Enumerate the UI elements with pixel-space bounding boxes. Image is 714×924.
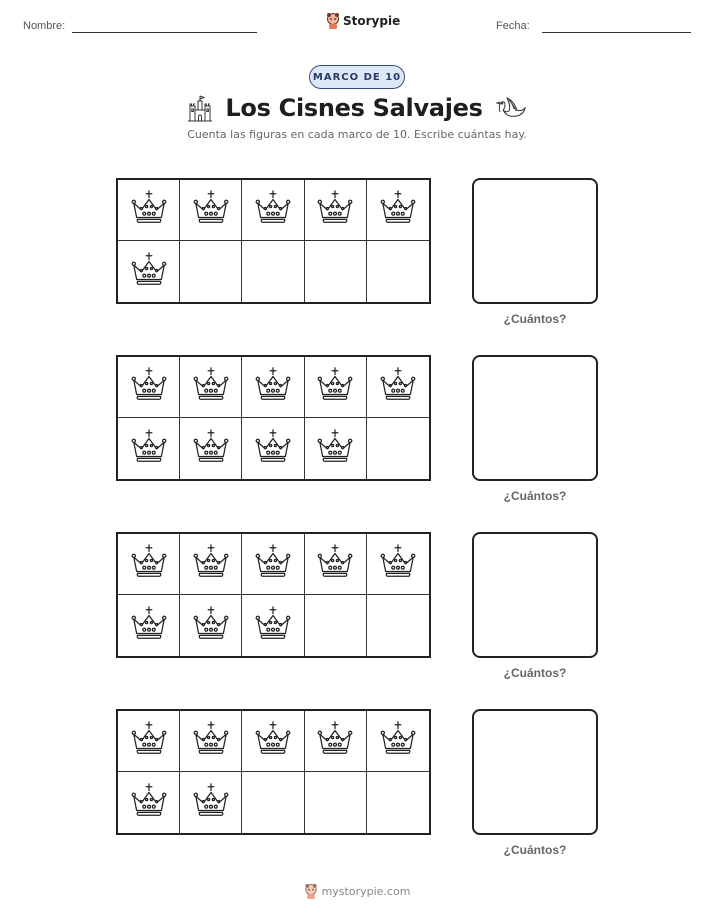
frame-cell: [305, 772, 367, 833]
swan-icon: [495, 94, 527, 122]
name-field[interactable]: [72, 32, 257, 33]
answer-label-3: ¿Cuántos?: [503, 666, 567, 680]
frame-cell: [367, 772, 429, 833]
crown-icon: [316, 366, 354, 408]
frame-cell: [367, 241, 429, 302]
instructions: Cuenta las figuras en cada marco de 10. Escribe cuántas hay.: [187, 128, 527, 141]
frame-cell: [242, 180, 304, 241]
crown-icon: [254, 605, 292, 647]
ten-frame-2: [116, 355, 431, 481]
crown-icon: [192, 543, 230, 585]
frame-cell: [305, 180, 367, 241]
crown-icon: [130, 428, 168, 470]
crown-icon: [254, 189, 292, 231]
crown-icon: [379, 366, 417, 408]
frame-cell: [118, 772, 180, 833]
answer-box-4[interactable]: [472, 709, 598, 835]
frame-cell: [180, 772, 242, 833]
crown-icon: [130, 543, 168, 585]
frame-cell: [118, 711, 180, 772]
frame-cell: [305, 595, 367, 656]
crown-icon: [130, 251, 168, 293]
frame-cell: [242, 241, 304, 302]
crown-icon: [130, 366, 168, 408]
crown-icon: [192, 189, 230, 231]
frame-cell: [180, 595, 242, 656]
frame-cell: [367, 711, 429, 772]
answer-box-2[interactable]: [472, 355, 598, 481]
crown-icon: [316, 720, 354, 762]
frame-cell: [180, 534, 242, 595]
worksheet-type-badge: MARCO DE 10: [309, 65, 405, 89]
crown-icon: [254, 428, 292, 470]
frame-cell: [305, 534, 367, 595]
frame-cell: [242, 534, 304, 595]
date-label: Fecha:: [496, 20, 530, 32]
crown-icon: [254, 543, 292, 585]
crown-icon: [254, 366, 292, 408]
crown-icon: [254, 720, 292, 762]
frame-cell: [180, 180, 242, 241]
frame-cell: [118, 418, 180, 479]
frame-cell: [180, 418, 242, 479]
frame-cell: [367, 534, 429, 595]
frame-cell: [118, 241, 180, 302]
crown-icon: [316, 428, 354, 470]
frame-cell: [367, 595, 429, 656]
brand-logo: [326, 13, 400, 29]
crown-icon: [130, 720, 168, 762]
frame-cell: [118, 595, 180, 656]
frame-cell: [118, 180, 180, 241]
crown-icon: [192, 720, 230, 762]
brand-name: Storypie: [343, 14, 401, 28]
crown-icon: [379, 720, 417, 762]
crown-icon: [316, 543, 354, 585]
crown-icon: [379, 543, 417, 585]
frame-cell: [242, 772, 304, 833]
footer-url: mystorypie.com: [321, 885, 411, 898]
frame-cell: [367, 357, 429, 418]
crown-icon: [130, 189, 168, 231]
footer: [0, 884, 714, 899]
frame-cell: [180, 357, 242, 418]
frame-cell: [305, 241, 367, 302]
crown-icon: [192, 782, 230, 824]
frame-cell: [118, 357, 180, 418]
answer-label-4: ¿Cuántos?: [503, 843, 567, 857]
frame-cell: [180, 241, 242, 302]
crown-icon: [192, 605, 230, 647]
crown-icon: [192, 366, 230, 408]
frame-cell: [242, 357, 304, 418]
crown-icon: [192, 428, 230, 470]
date-field[interactable]: [542, 32, 691, 33]
answer-label-2: ¿Cuántos?: [503, 489, 567, 503]
castle-icon: [187, 94, 213, 122]
frame-cell: [367, 180, 429, 241]
ten-frame-1: [116, 178, 431, 304]
frame-cell: [242, 418, 304, 479]
frame-cell: [242, 711, 304, 772]
frame-cell: [305, 711, 367, 772]
page-title: Los Cisnes Salvajes: [225, 94, 483, 122]
answer-label-1: ¿Cuántos?: [503, 312, 567, 326]
crown-icon: [130, 605, 168, 647]
frame-cell: [367, 418, 429, 479]
title-row: [0, 90, 714, 126]
ten-frame-4: [116, 709, 431, 835]
crown-icon: [316, 189, 354, 231]
frame-cell: [305, 418, 367, 479]
storypie-mascot-icon: [304, 884, 318, 899]
answer-box-1[interactable]: [472, 178, 598, 304]
frame-cell: [242, 595, 304, 656]
frame-cell: [305, 357, 367, 418]
ten-frame-3: [116, 532, 431, 658]
name-label: Nombre:: [23, 20, 66, 32]
storypie-mascot-icon: [326, 13, 340, 29]
crown-icon: [130, 782, 168, 824]
answer-box-3[interactable]: [472, 532, 598, 658]
frame-cell: [118, 534, 180, 595]
frame-cell: [180, 711, 242, 772]
crown-icon: [379, 189, 417, 231]
